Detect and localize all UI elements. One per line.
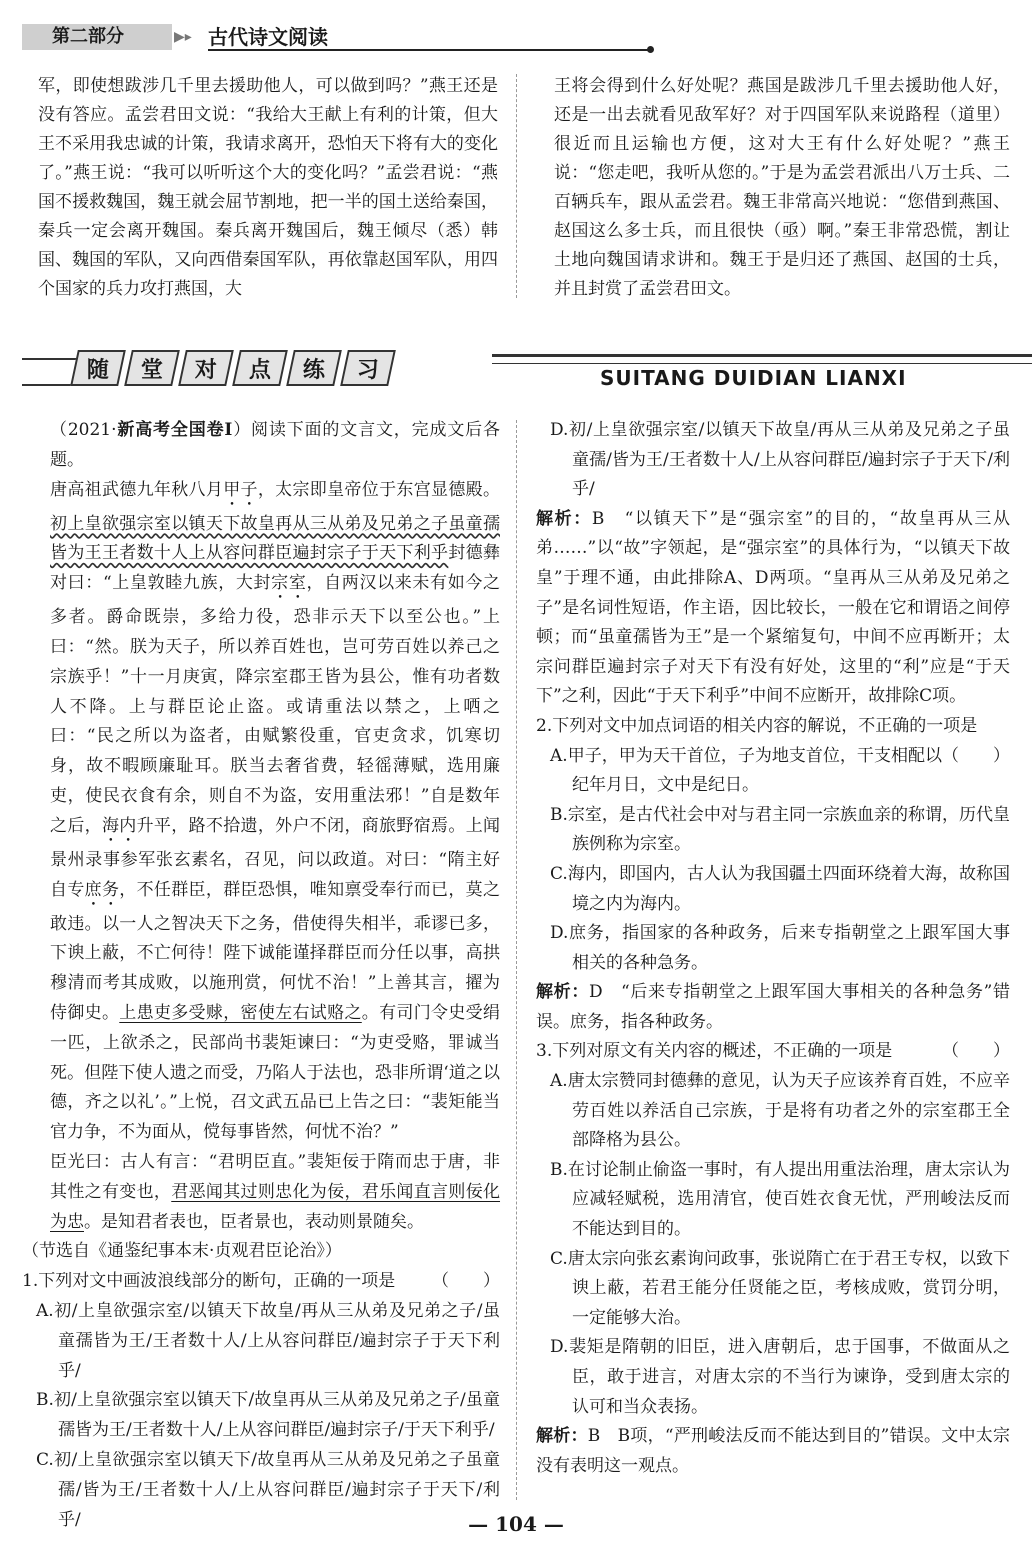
question-2-option-a: A.甲子，甲为天干首位，子为地支首位，干支相配以纪年月日，文中是纪日。: [550, 745, 942, 796]
question-3-stem: 3.下列对原文有关内容的概述，不正确的一项是 （ ）: [536, 1037, 1010, 1067]
question-1-stem: 1.下列对文中画波浪线部分的断句，正确的一项是 （ ）: [22, 1267, 500, 1297]
question-3-option-a: A.唐太宗赞同封德彝的意见，认为天子应该养育百姓，不应辛劳百姓以养活自己宗族，于是将有功者之外的宗室郡王全部降格为县公。: [550, 1071, 1010, 1151]
question-1-analysis: 解析：B “以镇天下”是“强宗室”的目的，“故皇再从三从弟……”以“故”字领起，是“强宗室”的具体行为，“以镇天下故皇”于理不通，由此排除A、D两项。“皇再从三从弟及兄弟之子”是名词性短语，作主语，因比较长，一般在它和谓语之间停顿；而“虽童孺皆为王”是一个紧缩复句，中间不应再断开；太宗问群臣遍封宗子对天下有没有好处，这里的“利”应是“于天下”之利，因此“于天下利乎”中间不应断开，故排除C项。: [536, 508, 1011, 707]
question-2-analysis: 解析：D “后来专指朝堂之上跟军国大事相关的各种急务”错误。庶务，指各种政务。: [536, 982, 1010, 1032]
question-3-option-b: B.在讨论制止偷盗一事时，有人提出用重法治理，唐太宗认为应减轻赋税，选用清官，使百姓衣食无忧，严刑峻法反而不能达到目的。: [550, 1159, 1010, 1240]
passage-intro: （2021·新高考全国卷Ⅰ）阅读下面的文言文，完成文后各题。: [50, 420, 501, 470]
header-rule: [208, 49, 648, 51]
underlined-sentence: 上患吏多受赇，密使左右试赂之: [119, 1002, 362, 1023]
banner-char: 对: [178, 350, 234, 386]
passage-paragraph-1: 唐高祖武德九年秋八月甲子，太宗即皇帝位于东宫显德殿。初上皇欲强宗室以镇天下故皇再从三从弟及兄弟之子虽童孺皆为王王者数十人上从容问群臣遍封宗子于天下利乎封德彝对曰：“上皇敦睦九族，大封宗室，自两汉以来未有如今之多者。爵命既崇，多给力役，恐非示天下以至公也。”上曰：“然。朕为天子，所以养百姓也，岂可劳百姓以养己之宗族乎！”十一月庚寅，降宗室郡王皆为县公，惟有功者数人不降。上与群臣论止盗。或请重法以禁之，上哂之曰：“民之所以为盗者，由赋繁役重，官吏贪求，饥寒切身，故不暇顾廉耻耳。朕当去奢省费，轻徭薄赋，选用廉吏，使民衣食有余，则自不为盗，安用重法邪！”自是数年之后，海内升平，路不拾遗，外户不闭，商旅野宿焉。上闻景州录事参军张玄素名，召见，问以政道。对曰：“隋主好自专庶务，不任群臣，群臣恐惧，唯知禀受奉行而已，莫之敢违。以一人之智决天下之务，借使得失相半，乖谬已多，下谀上蔽，不亡何待！陛下诚能谨择群臣而分任以事，高拱穆清而考其成败，以施刑赏，何忧不治！”上善其言，擢为侍御史。上患吏多受赇，密使左右试赂之。有司门令史受绢一匹，上欲杀之，民部尚书裴矩谏曰：“为吏受赂，罪诚当死。但陛下使人遗之而受，乃陷人于法也，恐非所谓‘道之以德，齐之以礼’。”上悦，召文武五品已上告之曰：“裴矩能当官力争，不为面从，傥每事皆然，何忧不治？”: [50, 479, 501, 1143]
question-1-option-b: B.初/上皇欲强宗室以镇天下/故皇再从三从弟及兄弟之子/虽童孺皆为王/王者数十人/上从容问群臣/遍封宗子/于天下利乎/: [36, 1390, 500, 1441]
answer-bracket: （ ）: [432, 1271, 500, 1292]
dotted-term: 甲子: [223, 479, 258, 500]
header-dot-icon: [647, 46, 654, 53]
banner-char: 练: [286, 350, 342, 386]
banner-title: [74, 350, 392, 386]
question-1-option-d: D.初/上皇欲强宗室/以镇天下故皇/再从三从弟及兄弟之子虽童孺/皆为王/王者数十人/上从容问群臣/遍封宗子于天下/利乎/: [550, 420, 1010, 500]
translation-right-text: 王将会得到什么好处呢？燕国是跋涉几千里去援助他人好，还是一出去就看见敌军好？对于四国军队来说路程（道里）很近而且运输也方便，这对大王有什么好处呢？”燕王说：“您走吧，我听从您的。”于是为孟尝君派出八万士兵、二百辆兵车，跟从孟尝君。魏王非常高兴地说：“您借到燕国、赵国这么多士兵，而且很快（亟）啊。”秦王非常恐慌，割让土地向魏国请求讲和。魏王于是归还了燕国、赵国的士兵，并且封赏了孟尝君田文。: [554, 76, 1010, 299]
header-arrow-icon: ▶▸: [174, 29, 192, 45]
banner-char: 点: [232, 350, 288, 386]
section-part-label: 第二部分: [22, 24, 172, 50]
question-2-stem: 2.下列对文中加点词语的相关内容的解说，不正确的一项是 （ ）: [536, 712, 1010, 742]
underlined-sentence: 君恶闻其过则忠化为佞，君乐闻直言则佞化为忠: [50, 1181, 501, 1232]
question-1-option-a: A.初/上皇欲强宗室/以镇天下故皇/再从三从弟及兄弟之子/虽童孺皆为王/王者数十人/上从容问群臣/遍封宗子于天下利乎/: [36, 1300, 500, 1381]
answer-bracket: （ ）: [942, 745, 1010, 766]
question-2-option-d: D.庶务，指国家的各种政务，后来专指朝堂之上跟军国大事相关的各种急务。: [550, 923, 1010, 973]
banner-char: 习: [340, 350, 396, 386]
question-3-analysis: 解析：B B项，“严刑峻法反而不能达到目的”错误。文中太宗没有表明这一观点。: [536, 1426, 1011, 1476]
wavy-underlined-text: 初上皇欲强宗室以镇天下故皇再从三从弟及兄弟之子虽童孺皆为王王者数十人上从容问群臣遍封宗子于天下利乎: [50, 513, 500, 564]
passage-paragraph-2: 臣光曰：古人有言：“君明臣直。”裴矩佞于隋而忠于唐，非其性之有变也，君恶闻其过则忠化为佞，君乐闻直言则佞化为忠。是知君者表也，臣者景也，表动则景随矣。: [50, 1151, 501, 1232]
practice-banner: [22, 346, 1002, 394]
dotted-term: 庶务: [84, 879, 120, 900]
section-title: 古代诗文阅读: [208, 25, 328, 49]
banner-rule: [492, 354, 1032, 364]
question-2-option-c: C.海内，即国内，古人认为我国疆土四面环绕着大海，故称国境之内为海内。: [550, 863, 1010, 914]
dotted-term: 宗室: [271, 573, 307, 594]
banner-char: 堂: [124, 350, 180, 386]
questions-column: [536, 416, 1010, 1481]
banner-char: 随: [70, 350, 126, 386]
running-header: [22, 24, 634, 50]
question-3-option-c: C.唐太宗向张玄素询问政事，张说隋亡在于君王专权，以致下谀上蔽，若君王能分任贤能之臣，考核成败，赏罚分明，一定能够大治。: [550, 1248, 1010, 1328]
translation-left-text: 军，即使想跋涉几千里去援助他人，可以做到吗？”燕王还是没有答应。孟尝君田文说：“我给大王献上有利的计策，但大王不采用我忠诚的计策，我请求离开，恐怕天下将有大的变化了。”燕王说：“我可以听听这个大的变化吗？”孟尝君说：“燕国不援救魏国，魏王就会屈节割地，把一半的国土送给秦国，秦兵一定会离开魏国。秦兵离开魏国后，魏王倾尽（悉）韩国、魏国的军队，又向西借秦国军队，再依靠赵国军队，用四个国家的兵力攻打燕国，大: [38, 76, 498, 299]
translation-right-column: [554, 72, 1010, 304]
passage-source: （节选自《通鉴纪事本末·贞观君臣论治》）: [22, 1241, 342, 1262]
translation-left-column: [38, 72, 498, 304]
dotted-term: 海内: [101, 815, 137, 836]
passage-column: [22, 416, 500, 1535]
column-divider: [516, 420, 517, 1500]
question-2-option-b: B.宗室，是古代社会中对与君主同一宗族血亲的称谓，历代皇族例称为宗室。: [550, 804, 1010, 855]
page-number: — 104 —: [468, 1512, 564, 1536]
banner-pinyin: SUITANG DUIDIAN LIANXI: [600, 366, 907, 390]
question-3-option-d: D.裴矩是隋朝的旧臣，进入唐朝后，忠于国事，不做面从之臣，敢于进言，对唐太宗的不当行为谏诤，受到唐太宗的认可和当众表扬。: [550, 1337, 1010, 1417]
question-1-option-c: C.初/上皇欲强宗室以镇天下/故皇再从三从弟及兄弟之子虽童孺/皆为王/王者数十人/上从容问群臣/遍封宗子于天下/利乎/: [36, 1449, 500, 1530]
column-divider: [516, 74, 517, 298]
answer-bracket: （ ）: [942, 1041, 1010, 1062]
